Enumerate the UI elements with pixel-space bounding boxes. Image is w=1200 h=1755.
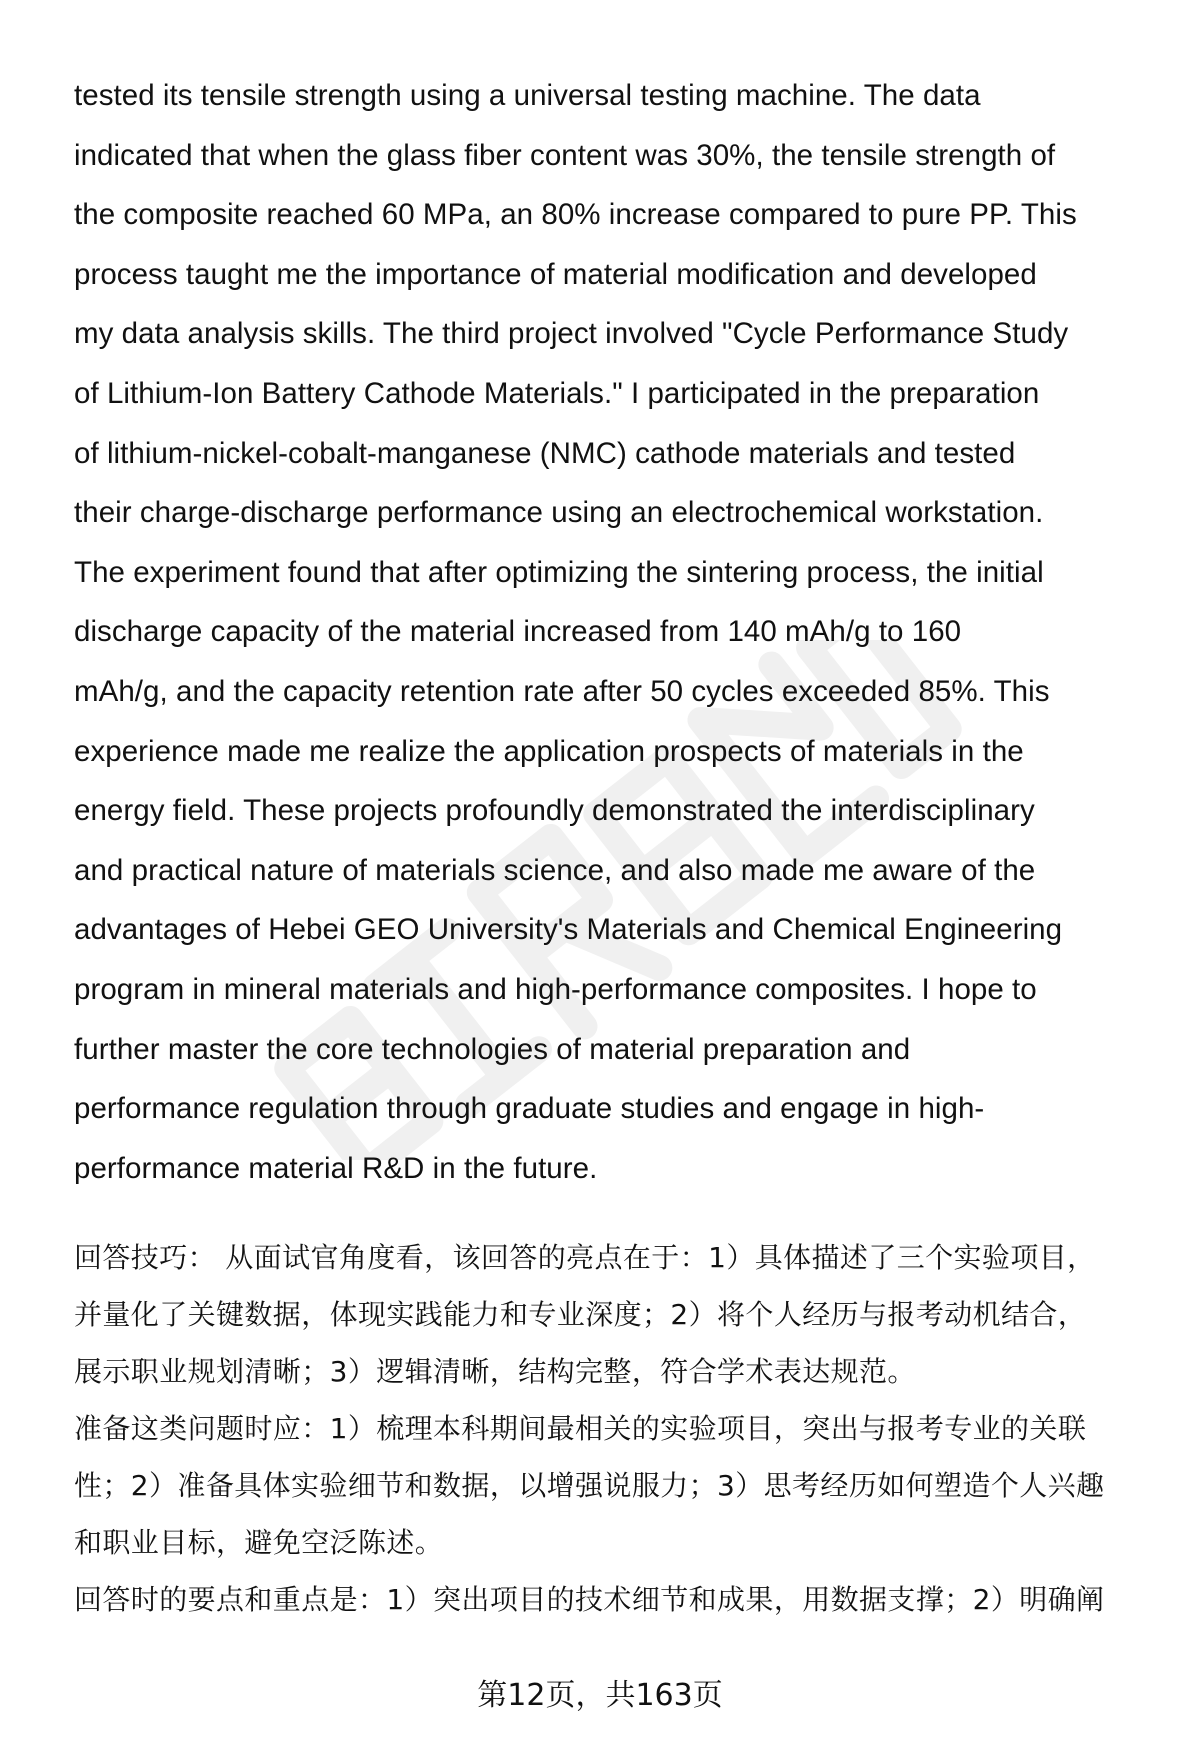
preparation-line: 准备这类问题时应：1）梳理本科期间最相关的实验项目，突出与报考专业的关联 bbox=[74, 1412, 1087, 1446]
page-number: 第12页，共163页 bbox=[477, 1678, 723, 1713]
text-line: process taught me the importance of material modification and developed bbox=[74, 257, 1037, 291]
preparation-line: 和职业目标，避免空泛陈述。 bbox=[74, 1526, 444, 1560]
text-line: performance material R&D in the future. bbox=[74, 1151, 598, 1185]
document-body bbox=[74, 66, 1154, 1628]
text-line: program in mineral materials and high-performance composites. I hope to bbox=[74, 972, 1037, 1006]
text-line: further master the core technologies of material preparation and bbox=[74, 1032, 911, 1066]
text-line: performance regulation through graduate studies and engage in high- bbox=[74, 1092, 985, 1126]
text-line: and practical nature of materials science, and also made me aware of the bbox=[74, 853, 1036, 887]
text-line: advantages of Hebei GEO University's Materials and Chemical Engineering bbox=[74, 913, 1063, 947]
english-paragraph bbox=[74, 66, 1154, 1198]
preparation-line: 性；2）准备具体实验细节和数据，以增强说服力；3）思考经历如何塑造个人兴趣 bbox=[74, 1469, 1105, 1503]
tips-line: 回答技巧： 从面试官角度看，该回答的亮点在于：1）具体描述了三个实验项目， bbox=[74, 1241, 1096, 1275]
tips-line: 并量化了关键数据，体现实践能力和专业深度；2）将个人经历与报考动机结合， bbox=[74, 1298, 1087, 1332]
text-line: of Lithium-Ion Battery Cathode Materials." I participated in the preparation bbox=[74, 376, 1040, 410]
text-line: energy field. These projects profoundly demonstrated the interdisciplinary bbox=[74, 794, 1035, 828]
text-line: experience made me realize the application prospects of materials in the bbox=[74, 734, 1024, 768]
text-line: the composite reached 60 MPa, an 80% increase compared to pure PP. This bbox=[74, 198, 1077, 232]
text-line: tested its tensile strength using a universal testing machine. The data bbox=[74, 79, 981, 112]
text-line: my data analysis skills. The third project involved "Cycle Performance Study bbox=[74, 317, 1069, 351]
text-line: indicated that when the glass fiber content was 30%, the tensile strength of bbox=[74, 138, 1056, 172]
text-line: their charge-discharge performance using an electrochemical workstation. bbox=[74, 496, 1044, 530]
key-points-line: 回答时的要点和重点是：1）突出项目的技术细节和成果，用数据支撑；2）明确阐 bbox=[74, 1583, 1105, 1617]
tips-line: 展示职业规划清晰；3）逻辑清晰，结构完整，符合学术表达规范。 bbox=[74, 1355, 916, 1389]
text-line: mAh/g, and the capacity retention rate after 50 cycles exceeded 85%. This bbox=[74, 674, 1050, 708]
paragraph-spacer bbox=[74, 1198, 1154, 1229]
answer-tips-section bbox=[74, 1229, 1154, 1628]
text-line: discharge capacity of the material increased from 140 mAh/g to 160 bbox=[74, 615, 962, 649]
text-line: of lithium-nickel-cobalt-manganese (NMC) cathode materials and tested bbox=[74, 436, 1016, 470]
text-line: The experiment found that after optimizing the sintering process, the initial bbox=[74, 555, 1044, 589]
